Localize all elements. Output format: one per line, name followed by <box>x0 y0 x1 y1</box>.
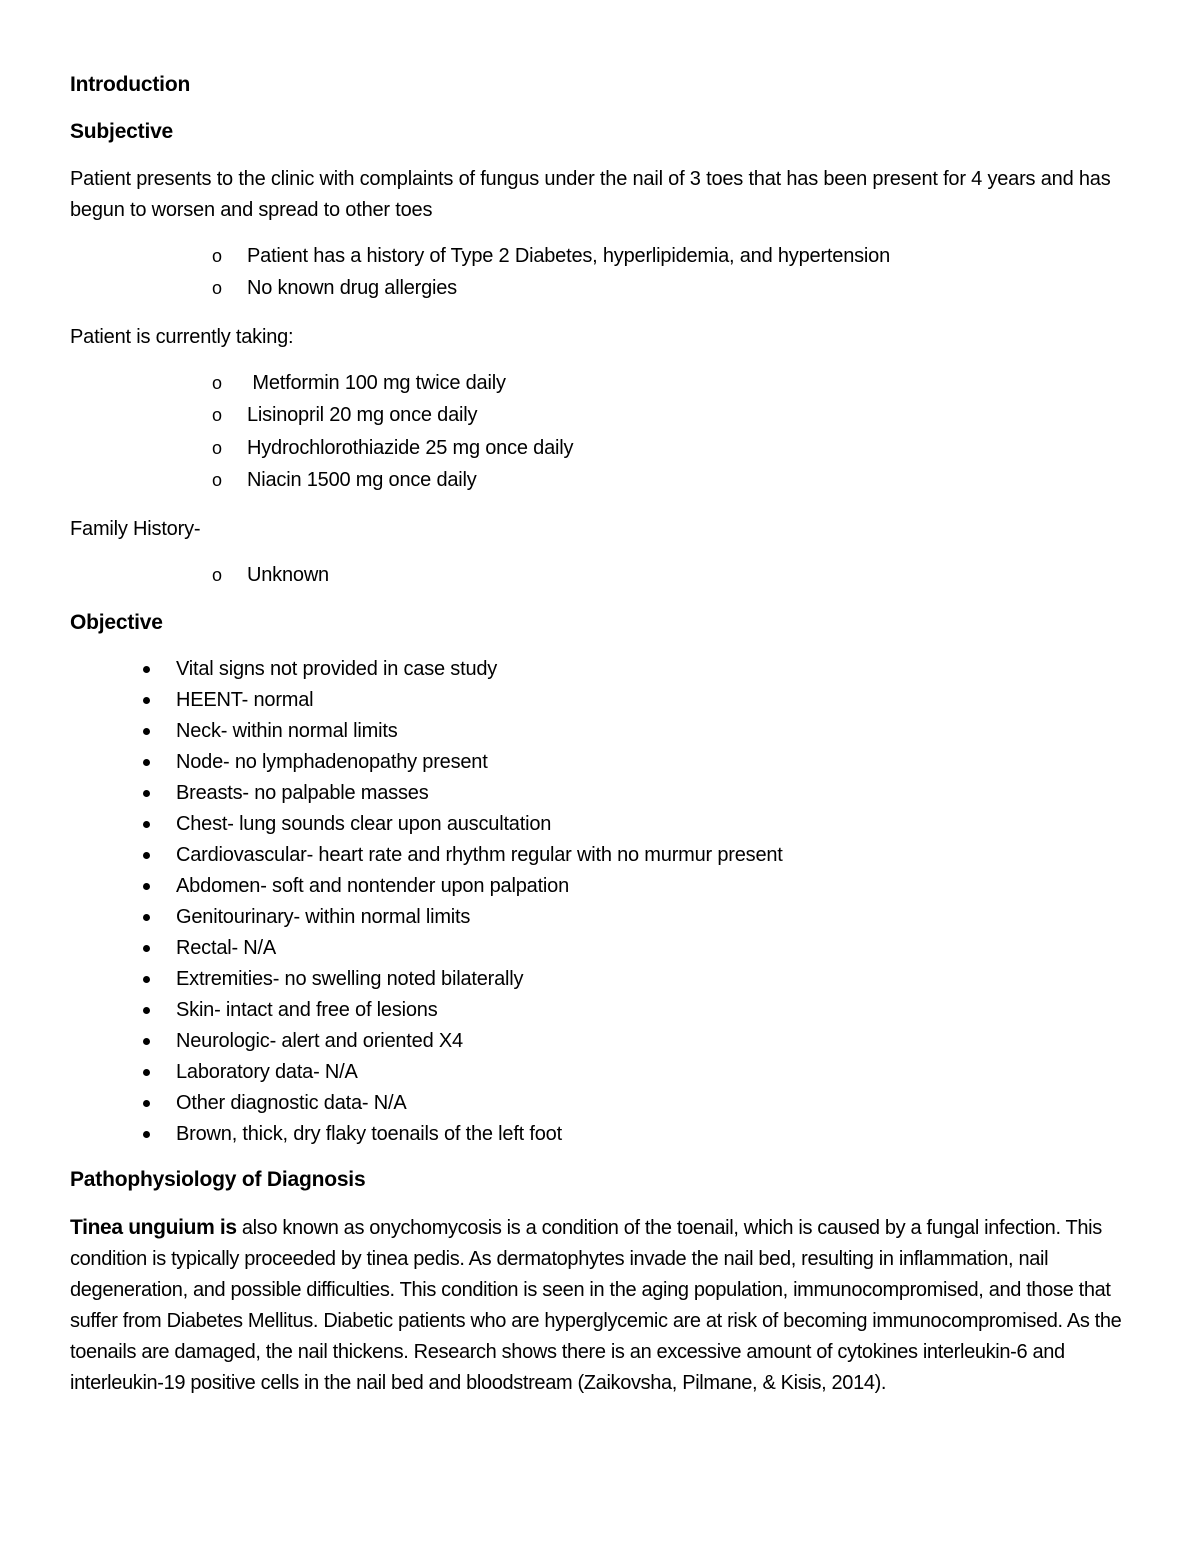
finding-label: Rectal- N/A <box>176 937 277 959</box>
history-item-label: No known drug allergies <box>247 277 457 300</box>
bullet-icon <box>143 1131 150 1138</box>
finding-label: Other diagnostic data- N/A <box>176 1092 407 1114</box>
finding-label: Laboratory data- N/A <box>176 1061 358 1083</box>
bullet-icon <box>143 1100 150 1107</box>
hollow-bullet-icon: o <box>212 565 222 585</box>
finding-label: Neurologic- alert and oriented X4 <box>176 1030 463 1052</box>
bullet-icon <box>143 790 150 797</box>
medication-label: Hydrochlorothiazide 25 mg once daily <box>247 436 574 459</box>
hollow-bullet-icon: o <box>212 405 222 426</box>
bullet-icon <box>143 945 150 952</box>
objective-heading: Objective <box>70 611 163 634</box>
finding-label: Brown, thick, dry flaky toenails of the left foot <box>176 1123 562 1145</box>
bullet-icon <box>143 852 150 859</box>
bullet-icon <box>143 914 150 921</box>
finding-label: HEENT- normal <box>176 689 314 711</box>
chief-complaint-paragraph: Patient presents to the clinic with complaints of fungus under the nail of 3 toes that has been present for 4 years and has begun to worsen and spread to other toes <box>70 168 1111 221</box>
finding-label: Breasts- no palpable masses <box>176 782 429 804</box>
subjective-heading: Subjective <box>70 120 174 143</box>
medication-label: Lisinopril 20 mg once daily <box>247 404 478 427</box>
hollow-bullet-icon: o <box>212 373 222 393</box>
medications-intro: Patient is currently taking: <box>70 326 294 348</box>
hollow-bullet-icon: o <box>212 470 222 491</box>
finding-label: Vital signs not provided in case study <box>176 658 498 680</box>
diagnosis-term: Tinea unguium is <box>70 1216 237 1239</box>
bullet-icon <box>143 697 150 704</box>
hollow-bullet-icon: o <box>212 437 222 458</box>
pathophysiology-body: also known as onychomycosis is a condition of the toenail, which is caused by a fungal infection. This condition is typically proceeded by tinea pedis. As dermatophytes invade the nail bed, resulting in inflammation, nail degeneration, and possible difficulties. This condition is seen in the aging population, immunocompromised, and those that suffer from Diabetes Mellitus. Diabetic patients who are hyperglycemic are at risk of becoming immunocompromised. As the toenails are damaged, the nail thickens. Research shows there is an excessive amount of cytokines interleukin-6 and interleukin-19 positive cells in the nail bed and bloodstream (Zaikovsha, Pilmane, & Kisis, 2014). <box>70 1217 1122 1394</box>
bullet-icon <box>143 821 150 828</box>
medication-label: Metformin 100 mg twice daily <box>247 372 506 394</box>
finding-label: Chest- lung sounds clear upon auscultation <box>176 813 552 835</box>
family-history-item-label: Unknown <box>247 564 329 586</box>
family-history-label: Family History- <box>70 518 201 540</box>
bullet-icon <box>143 976 150 983</box>
finding-label: Abdomen- soft and nontender upon palpation <box>176 875 570 897</box>
pathophysiology-paragraph <box>70 1212 1140 1399</box>
bullet-icon <box>143 666 150 673</box>
medication-label: Niacin 1500 mg once daily <box>247 469 477 492</box>
bullet-icon <box>143 728 150 735</box>
bullet-icon <box>143 883 150 890</box>
finding-label: Genitourinary- within normal limits <box>176 906 471 928</box>
finding-label: Skin- intact and free of lesions <box>176 999 438 1021</box>
finding-label: Node- no lymphadenopathy present <box>176 751 488 773</box>
introduction-heading: Introduction <box>70 73 191 96</box>
pathophysiology-heading: Pathophysiology of Diagnosis <box>70 1168 366 1191</box>
history-item-label: Patient has a history of Type 2 Diabetes, hyperlipidemia, and hypertension <box>247 245 891 267</box>
hollow-bullet-icon: o <box>212 246 222 266</box>
bullet-icon <box>143 1069 150 1076</box>
finding-label: Extremities- no swelling noted bilaterally <box>176 968 524 990</box>
finding-label: Neck- within normal limits <box>176 720 398 742</box>
bullet-icon <box>143 1007 150 1014</box>
bullet-icon <box>143 759 150 766</box>
finding-label: Cardiovascular- heart rate and rhythm regular with no murmur present <box>176 844 783 866</box>
hollow-bullet-icon: o <box>212 278 222 299</box>
bullet-icon <box>143 1038 150 1045</box>
